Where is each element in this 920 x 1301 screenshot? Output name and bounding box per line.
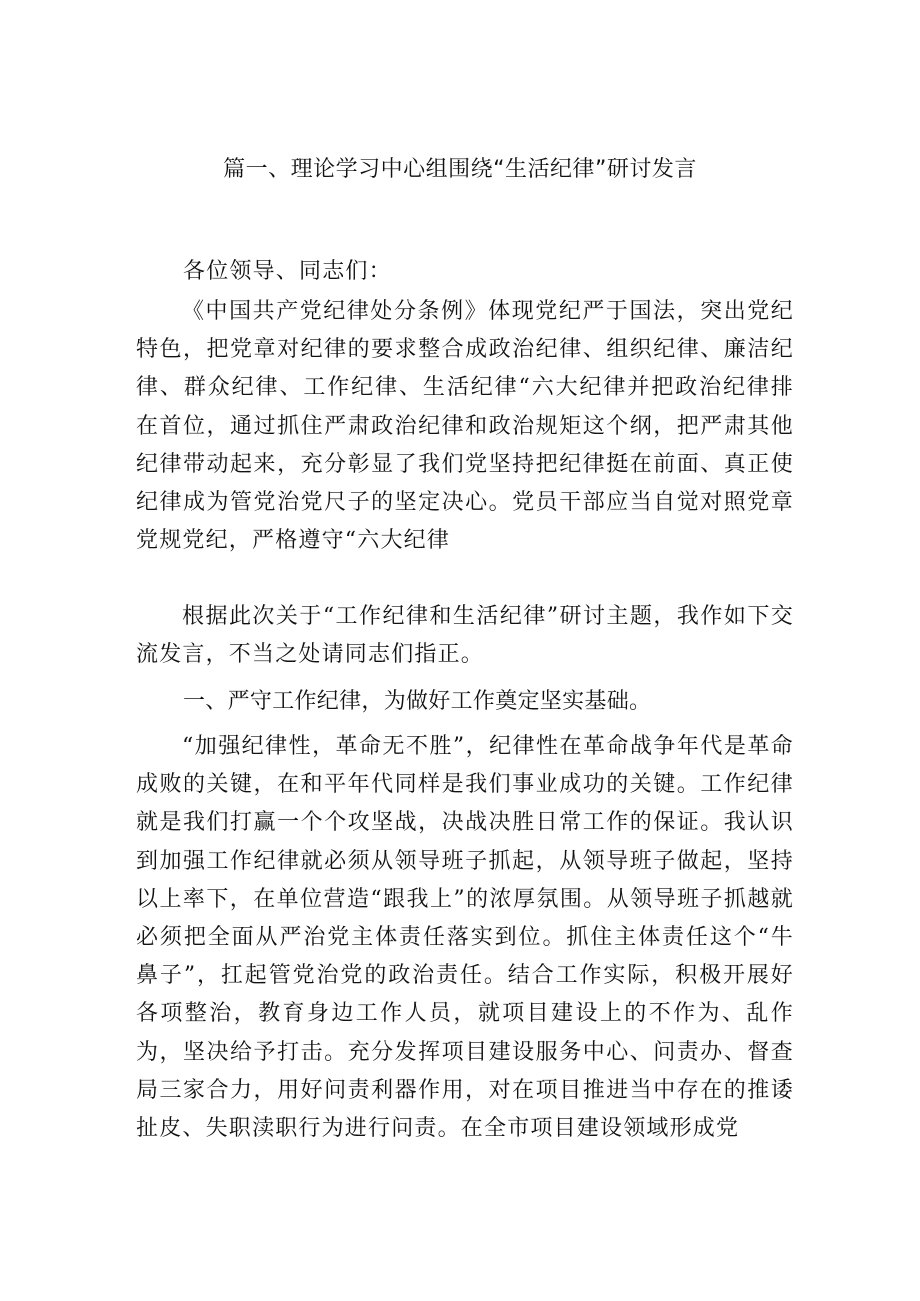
paragraph-intro: 《中国共产党纪律处分条例》体现党纪严于国法，突出党纪特色，把党章对纪律的要求整合成政治纪律、组织纪律、廉洁纪律、群众纪律、工作纪律、生活纪律“六大纪律并把政治纪律排在首位，通过抓住严肃政治纪律和政治规矩这个纲，把严肃其他纪律带动起来，充分彰显了我们党坚持把纪律挺在前面、真正使纪律成为管党治党尺子的坚定决心。党员干部应当自觉对照党章党规党纪，严格遵守“六大纪律 [136,299,794,554]
paragraph-work-discipline: “加强纪律性，革命无不胜”，纪律性在革命战争年代是革命成败的关键，在和平年代同样是我们事业成功的关键。工作纪律就是我们打赢一个个攻坚战，决战决胜日常工作的保证。我认识到加强工作纪律就必须从领导班子抓起，从领导班子做起，坚持以上率下，在单位营造“跟我上”的浓厚氛围。从领导班子抓越就必须把全面从严治党主体责任落实到位。抓住主体责任这个“牛鼻子”，扛起管党治党的政治责任。结合工作实际，积极开展好各项整治，教育身边工作人员，就项目建设上的不作为、乱作为，坚决给予打击。充分发挥项目建设服务中心、问责办、督查局三家合力，用好问责利器作用，对在项目推进当中存在的推诿扯皮、失职渎职行为进行问责。在全市项目建设领域形成党 [136,734,794,1142]
document-title: 篇一、理论学习中心组围绕“生活纪律”研讨发言 [223,157,697,182]
paragraph-topic: 根据此次关于“工作纪律和生活纪律”研讨主题，我作如下交流发言，不当之处请同志们指正。 [136,604,794,668]
section-heading-1: 一、严守工作纪律，为做好工作奠定坚实基础。 [183,689,652,714]
salutation: 各位领导、同志们： [183,259,392,284]
